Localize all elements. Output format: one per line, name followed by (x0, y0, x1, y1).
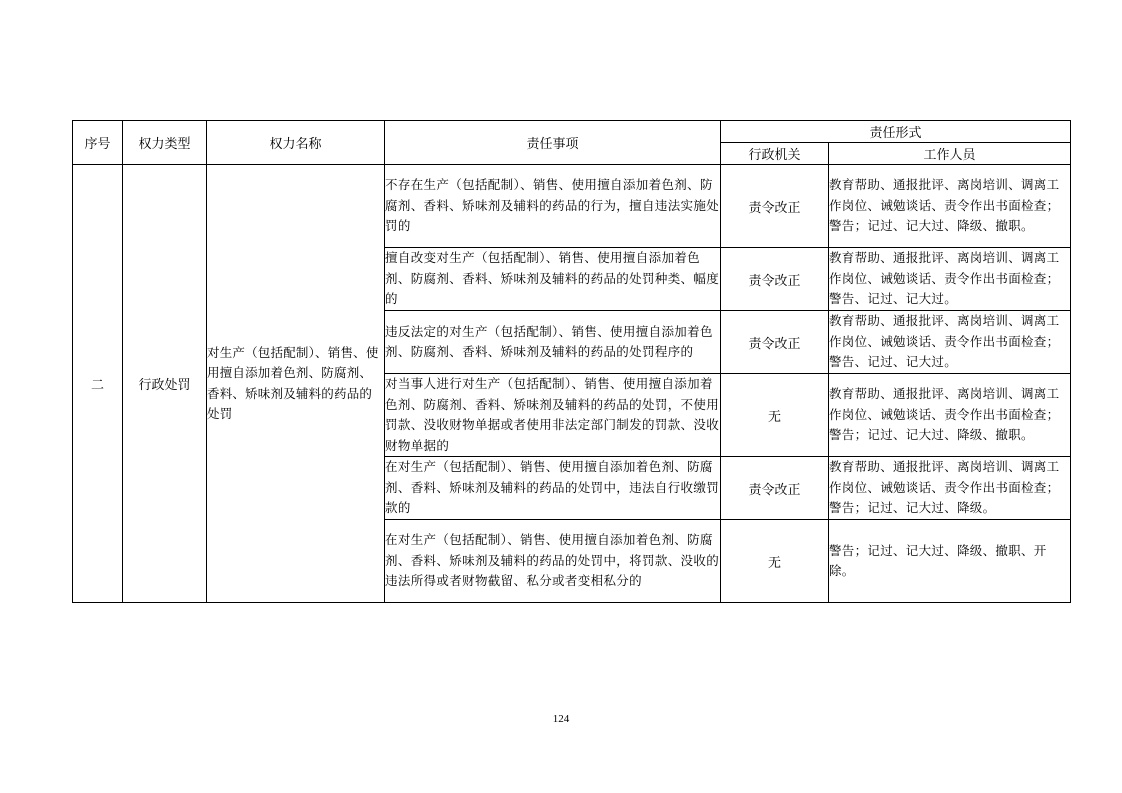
header-agency: 行政机关 (721, 143, 829, 165)
page-number: 124 (552, 713, 570, 725)
table-row (73, 165, 1071, 248)
header-row-1 (73, 121, 1071, 143)
responsibility-table (72, 120, 1071, 603)
agency-cell: 无 (721, 520, 829, 603)
power-name-cell: 对生产（包括配制）、销售、使用擅自添加着色剂、防腐剂、香料、矫味剂及辅料的药品的处罚 (207, 165, 385, 603)
staff-cell: 教育帮助、通报批评、离岗培训、调离工作岗位、诫勉谈话、责令作出书面检查；警告、记过、记大过。 (829, 248, 1071, 311)
staff-cell: 教育帮助、通报批评、离岗培训、调离工作岗位、诫勉谈话、责令作出书面检查；警告、记过、记大过。 (829, 311, 1071, 374)
header-responsibility-form: 责任形式 (721, 121, 1071, 143)
duty-cell: 在对生产（包括配制）、销售、使用擅自添加着色剂、防腐剂、香料、矫味剂及辅料的药品的处罚中，违法自行收缴罚款的 (385, 457, 721, 520)
power-type-cell: 行政处罚 (123, 165, 207, 603)
agency-cell: 责令改正 (721, 248, 829, 311)
duty-cell: 违反法定的对生产（包括配制）、销售、使用擅自添加着色剂、防腐剂、香料、矫味剂及辅料的药品的处罚程序的 (385, 311, 721, 374)
seq-cell: 二 (73, 165, 123, 603)
agency-cell: 无 (721, 374, 829, 457)
header-power-name: 权力名称 (207, 121, 385, 165)
header-duty: 责任事项 (385, 121, 721, 165)
header-staff: 工作人员 (829, 143, 1071, 165)
agency-cell: 责令改正 (721, 311, 829, 374)
staff-cell: 教育帮助、通报批评、离岗培训、调离工作岗位、诫勉谈话、责令作出书面检查；警告；记过、记大过、降级。 (829, 457, 1071, 520)
duty-cell: 擅自改变对生产（包括配制）、销售、使用擅自添加着色剂、防腐剂、香料、矫味剂及辅料的药品的处罚种类、幅度的 (385, 248, 721, 311)
header-seq: 序号 (73, 121, 123, 165)
agency-cell: 责令改正 (721, 457, 829, 520)
duty-cell: 不存在生产（包括配制）、销售、使用擅自添加着色剂、防腐剂、香料、矫味剂及辅料的药品的行为，擅自违法实施处罚的 (385, 165, 721, 248)
duty-cell: 在对生产（包括配制）、销售、使用擅自添加着色剂、防腐剂、香料、矫味剂及辅料的药品的处罚中，将罚款、没收的违法所得或者财物截留、私分或者变相私分的 (385, 520, 721, 603)
staff-cell: 教育帮助、通报批评、离岗培训、调离工作岗位、诫勉谈话、责令作出书面检查；警告；记过、记大过、降级、撤职。 (829, 374, 1071, 457)
agency-cell: 责令改正 (721, 165, 829, 248)
header-power-type: 权力类型 (123, 121, 207, 165)
duty-cell: 对当事人进行对生产（包括配制）、销售、使用擅自添加着色剂、防腐剂、香料、矫味剂及辅料的药品的处罚，不使用罚款、没收财物单据或者使用非法定部门制发的罚款、没收财物单据的 (385, 374, 721, 457)
staff-cell: 警告；记过、记大过、降级、撤职、开除。 (829, 520, 1071, 603)
staff-cell: 教育帮助、通报批评、离岗培训、调离工作岗位、诫勉谈话、责令作出书面检查；警告；记过、记大过、降级、撤职。 (829, 165, 1071, 248)
